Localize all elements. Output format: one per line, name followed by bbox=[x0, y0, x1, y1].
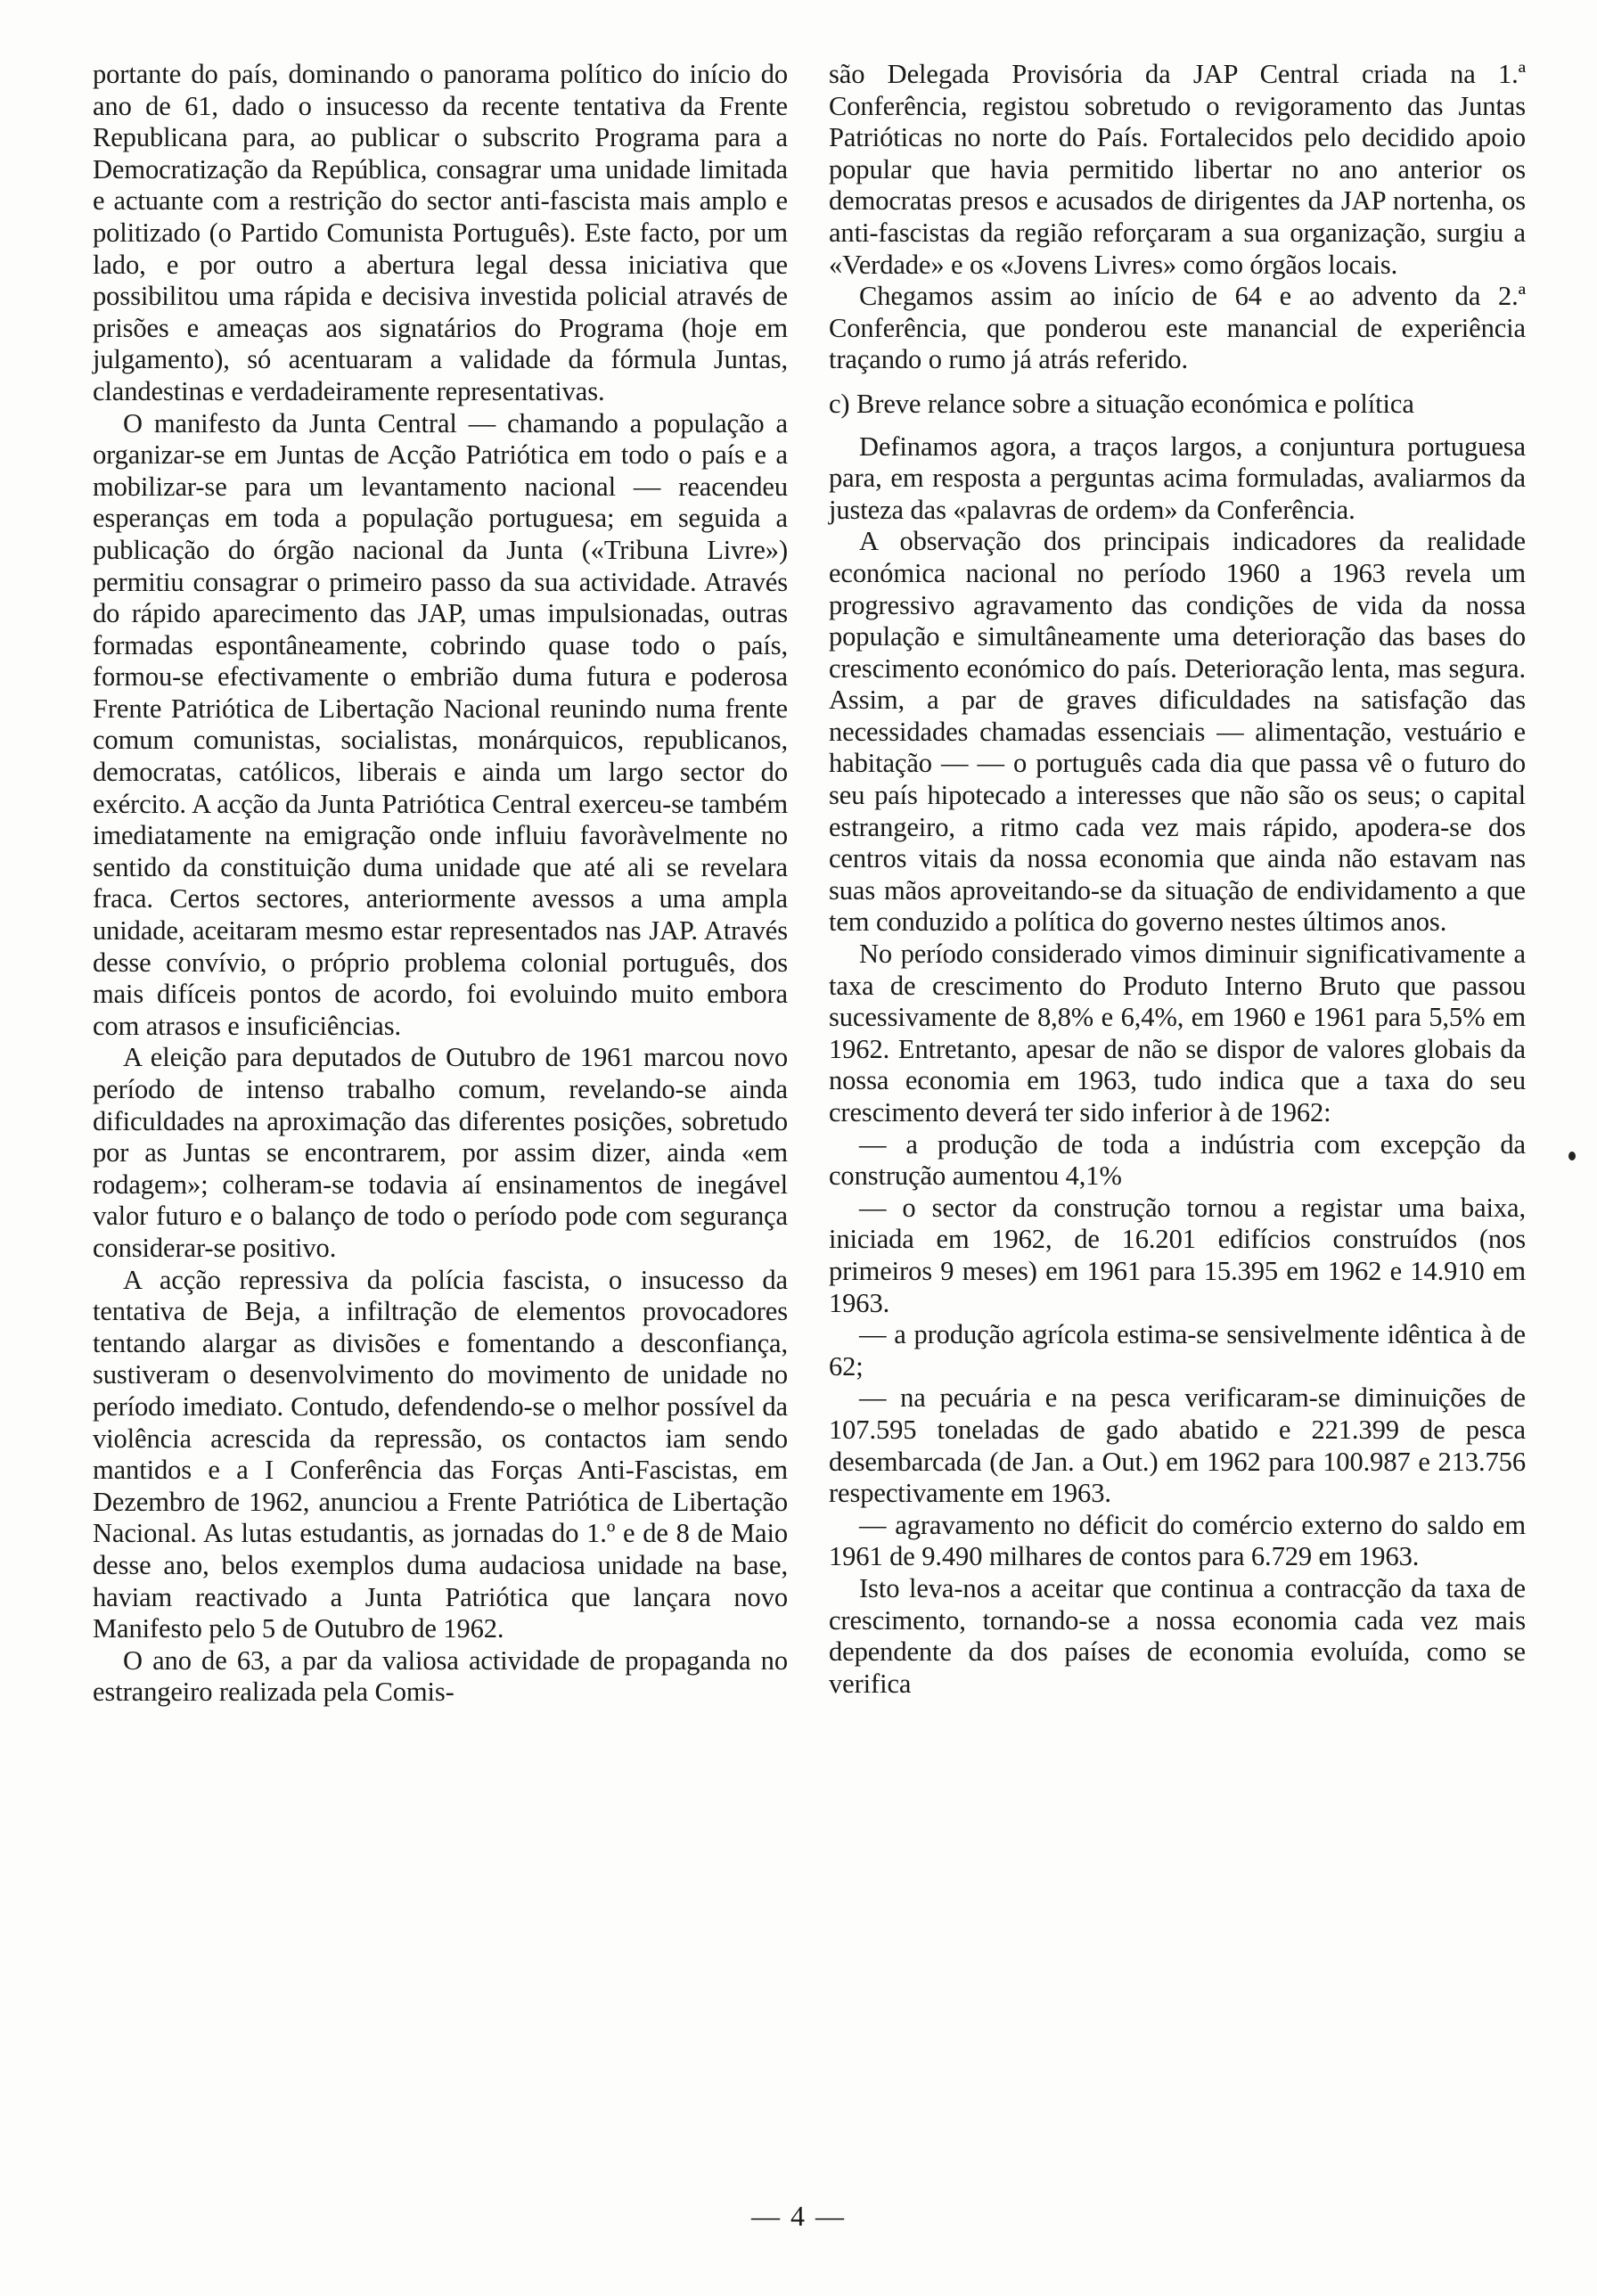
ink-speck bbox=[1568, 1152, 1576, 1160]
paragraph: Isto leva-nos a aceitar que continua a contracção da taxa de crescimento, tornando-se a nossa economia cada vez mais dependente da dos países de economia evoluída, como se verifica bbox=[829, 1572, 1526, 1699]
right-column bbox=[829, 59, 1526, 1700]
list-item: — a produção agrícola estima-se sensivelmente idêntica à de 62; bbox=[829, 1319, 1526, 1382]
list-item: — a produção de toda a indústria com excepção da construção aumentou 4,1% bbox=[829, 1128, 1526, 1192]
list-item: — agravamento no déficit do comércio externo do saldo em 1961 de 9.490 milhares de contos para 6.729 em 1963. bbox=[829, 1509, 1526, 1572]
paragraph: portante do país, dominando o panorama político do início do ano de 61, dado o insucesso da recente tentativa da Frente Republicana para, ao publicar o subscrito Programa para a Democratização da República, consagrar uma unidade limitada e actuante com a restrição do sector anti-fascista mais amplo e politizado (o Partido Comunista Português). Este facto, por um lado, e por outro a abertura legal dessa iniciativa que possibilitou uma rápida e decisiva investida policial através de prisões e ameaças aos signatários do Programa (hoje em julgamento), só acentuaram a validade da fórmula Juntas, clandestinas e verdadeiramente representativas. bbox=[93, 59, 788, 406]
paragraph: A observação dos principais indicadores da realidade económica nacional no período 1960 a 1963 revela um progressivo agravamento das condições de vida da nossa população e simultâneamente uma deterioração das bases do crescimento económico do país. Deterioração lenta, mas segura. Assim, a par de graves dificuldades na satisfação das necessidades chamadas essenciais — alimentação, vestuário e habitação — — o português cada dia que passa vê o futuro do seu país hipotecado a interesses que não são os seus; o capital estrangeiro, a ritmo cada vez mais rápido, apodera-se dos centros vitais da nossa economia que ainda não estavam nas suas mãos aproveitando-se da situação de endividamento a que tem conduzido a política do governo nestes últimos anos. bbox=[829, 526, 1526, 938]
paragraph: O manifesto da Junta Central — chamando a população a organizar-se em Juntas de Acção Patriótica em todo o país e a mobilizar-se para um levantamento nacional — reacendeu esperanças em toda a população portuguesa; em seguida a publicação do órgão nacional da Junta («Tribuna Livre») permitiu consagrar o primeiro passo da sua actividade. Através do rápido aparecimento das JAP, umas impulsionadas, outras formadas espontâneamente, cobrindo quase todo o país, formou-se efectivamente o embrião duma futura e poderosa Frente Patriótica de Libertação Nacional reunindo numa frente comum comunistas, socialistas, monárquicos, republicanos, democratas, católicos, liberais e ainda um largo sector do exército. A acção da Junta Patriótica Central exerceu-se também imediatamente na emigração onde influiu favoràvelmente no sentido da constituição duma unidade que até ali se revelara fraca. Certos sectores, anteriormente avessos a uma ampla unidade, aceitaram mesmo estar representados nas JAP. Através desse convívio, o próprio problema colonial português, dos mais difíceis pontos de acordo, foi evoluindo muito embora com atrasos e insuficiências. bbox=[93, 407, 788, 1041]
section-heading: c) Breve relance sobre a situação económica e política bbox=[829, 388, 1414, 419]
page-number: — 4 — bbox=[751, 2200, 846, 2232]
paragraph: são Delegada Provisória da JAP Central criada na 1.ª Conferência, registou sobretudo o revigoramento das Juntas Patrióticas no norte do País. Fortalecidos pelo decidido apoio popular que havia permitido libertar no ano anterior os democratas presos e acusados de dirigentes da JAP nortenha, os anti-fascistas da região reforçaram a sua organização, surgiu a «Verdade» e os «Jovens Livres» como órgãos locais. bbox=[829, 59, 1526, 280]
paragraph: No período considerado vimos diminuir significativamente a taxa de crescimento do Produto Interno Bruto que passou sucessivamente de 8,8% e 6,4%, em 1960 e 1961 para 5,5% em 1962. Entretanto, apesar de não se dispor de valores globais da nossa economia em 1963, tudo indica que a taxa do seu crescimento deverá ter sido inferior à de 1962: bbox=[829, 939, 1526, 1128]
paragraph: A eleição para deputados de Outubro de 1961 marcou novo período de intenso trabalho comum, revelando-se ainda dificuldades na aproximação das diferentes posições, sobretudo por as Juntas se encontrarem, por assim dizer, ainda «em rodagem»; colheram-se todavia aí ensinamentos de inegável valor futuro e o balanço de todo o período pode com segurança considerar-se positivo. bbox=[93, 1042, 788, 1263]
left-column bbox=[93, 59, 788, 1709]
paragraph: O ano de 63, a par da valiosa actividade de propaganda no estrangeiro realizada pela Comis- bbox=[93, 1644, 788, 1708]
paragraph: A acção repressiva da polícia fascista, o insucesso da tentativa de Beja, a infiltração de elementos provocadores tentando alargar as divisões e fomentando a desconfiança, sustiveram o desenvolvimento do movimento de unidade no período imediato. Contudo, defendendo-se o melhor possível da violência acrescida da repressão, os contactos iam sendo mantidos e a I Conferência das Forças Anti-Fascistas, em Dezembro de 1962, anunciou a Frente Patriótica de Libertação Nacional. As lutas estudantis, as jornadas do 1.º e de 8 de Maio desse ano, belos exemplos duma audaciosa unidade na base, haviam reactivado a Junta Patriótica que lançara novo Manifesto pelo 5 de Outubro de 1962. bbox=[93, 1264, 788, 1644]
list-item: — o sector da construção tornou a registar uma baixa, iniciada em 1962, de 16.201 edifícios construídos (nos primeiros 9 meses) em 1961 para 15.395 em 1962 e 14.910 em 1963. bbox=[829, 1192, 1526, 1318]
paragraph: Chegamos assim ao início de 64 e ao advento da 2.ª Conferência, que ponderou este manancial de experiência traçando o rumo já atrás referido. bbox=[829, 281, 1526, 375]
list-item: — na pecuária e na pesca verificaram-se diminuições de 107.595 toneladas de gado abatido e 221.399 de pesca desembarcada (de Jan. a Out.) em 1962 para 100.987 e 213.756 respectivamente em 1963. bbox=[829, 1382, 1526, 1509]
paragraph: Definamos agora, a traços largos, a conjuntura portuguesa para, em resposta a perguntas acima formuladas, avaliarmos da justeza das «palavras de ordem» da Conferência. bbox=[829, 430, 1526, 525]
